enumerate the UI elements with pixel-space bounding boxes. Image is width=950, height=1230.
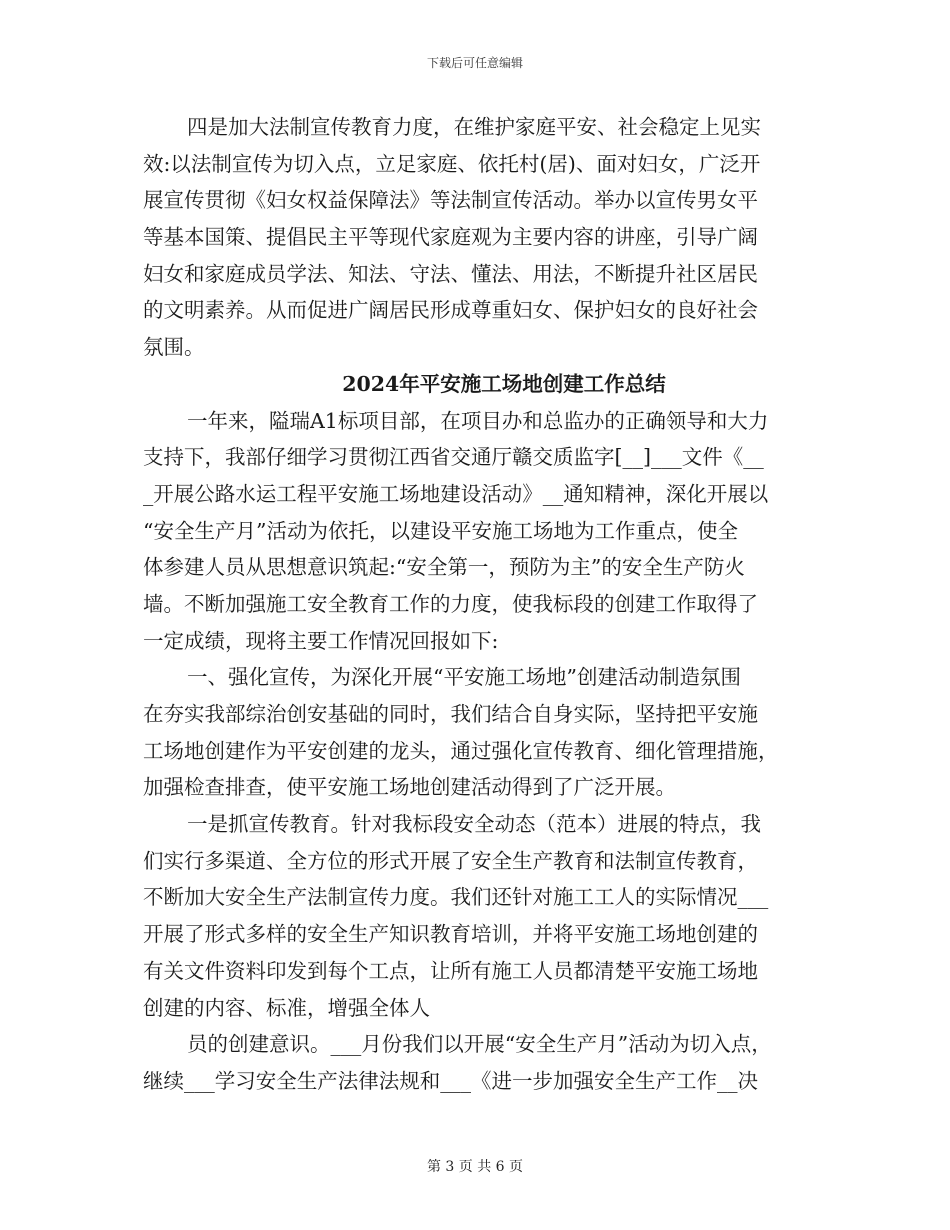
paragraph-line: 一定成绩，现将主要工作情况回报如下: [143, 628, 499, 653]
paragraph-line: 效:以法制宣传为切入点，立足家庭、依托村(居)、面对妇女，广泛开 [143, 151, 761, 176]
paragraph-line: 们实行多渠道、全方位的形式开展了安全生产教育和法制宣传教育， [143, 848, 758, 873]
paragraph-line: 四是加大法制宣传教育力度，在维护家庭平安、社会稳定上见实 [187, 115, 761, 139]
paragraph-line: 继续___学习安全生产法律法规和___《进一步加强安全生产工作__决 [143, 1068, 758, 1093]
paragraph-line: 的文明素养。从而促进广阔居民形成尊重妇女、保护妇女的良好社会 [143, 298, 758, 323]
page-header: 下载后可任意编辑 [426, 56, 523, 70]
paragraph-line: 有关文件资料印发到每个工点，让所有施工人员都清楚平安施工场地 [143, 958, 758, 983]
paragraph-line: 加强检查排查，使平安施工场地创建活动得到了广泛开展。 [143, 775, 676, 800]
paragraph-line: 开展了形式多样的安全生产知识教育培训，并将平安施工场地创建的 [143, 922, 758, 947]
paragraph-line: 员的创建意识。___月份我们以开展“安全生产月”活动为切入点， [187, 1032, 772, 1057]
paragraph-line: 工场地创建作为平安创建的龙头，通过强化宣传教育、细化管理措施， [143, 738, 779, 763]
paragraph-line: “安全生产月”活动为依托，以建设平安施工场地为工作重点，使全 [143, 518, 738, 543]
paragraph-line: 一是抓宣传教育。针对我标段安全动态（范本）进展的特点，我 [187, 812, 761, 837]
paragraph-line: 墙。不断加强施工安全教育工作的力度，使我标段的创建工作取得了 [143, 591, 758, 616]
paragraph-line: 一、强化宣传，为深化开展“平安施工场地”创建活动制造氛围 [187, 665, 741, 690]
paragraph-line: 妇女和家庭成员学法、知法、守法、懂法、用法，不断提升社区居民 [143, 261, 758, 286]
paragraph-line: 氛围。 [143, 335, 205, 360]
document-body [143, 109, 843, 1100]
section-title: 2024年平安施工场地创建工作总结 [342, 371, 666, 396]
paragraph-line: 等基本国策、提倡民主平等现代家庭观为主要内容的讲座，引导广阔 [143, 225, 758, 250]
paragraph-line: 体参建人员从思想意识筑起:“安全第一，预防为主”的安全生产防火 [143, 555, 745, 580]
paragraph-line: 创建的内容、标准，增强全体人 [143, 995, 430, 1020]
paragraph-line: _开展公路水运工程平安施工场地建设活动》__通知精神，深化开展以 [143, 481, 769, 506]
paragraph-line: 不断加大安全生产法制宣传力度。我们还针对施工工人的实际情况___ [143, 885, 769, 910]
paragraph-line: 在夯实我部综治创安基础的同时，我们结合自身实际，坚持把平安施 [143, 702, 758, 726]
paragraph-line: 展宣传贯彻《妇女权益保障法》等法制宣传活动。举办以宣传男女平 [143, 188, 758, 213]
paragraph-line: 支持下，我部仔细学习贯彻江西省交通厅赣交质监字[__]___文件《__ [143, 445, 764, 470]
page-number: 第 3 页 共 6 页 [426, 1159, 524, 1175]
paragraph-line: 一年来，隘瑞A1标项目部，在项目办和总监办的正确领导和大力 [187, 408, 769, 433]
